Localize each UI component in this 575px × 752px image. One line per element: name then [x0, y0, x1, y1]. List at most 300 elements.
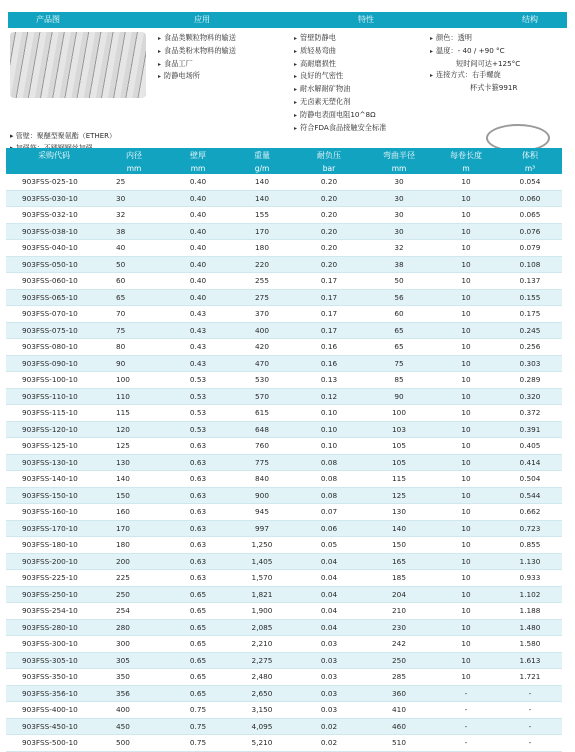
- table-row: [6, 537, 562, 554]
- table-cell: 30: [102, 190, 166, 207]
- table-cell: 903FSS-120-10: [6, 421, 102, 438]
- table-cell: 460: [364, 718, 434, 735]
- table-cell: 30: [364, 174, 434, 190]
- table-units-row: [6, 162, 562, 174]
- table-cell: 903FSS-350-10: [6, 669, 102, 686]
- table-cell: -: [498, 685, 562, 702]
- table-cell: 85: [364, 372, 434, 389]
- table-cell: 38: [364, 256, 434, 273]
- table-row: [6, 685, 562, 702]
- table-cell: 0.20: [294, 190, 364, 207]
- table-cell: 0.03: [294, 636, 364, 653]
- col-volume: 体积: [498, 148, 562, 162]
- table-cell: 10: [434, 553, 498, 570]
- table-cell: -: [434, 702, 498, 719]
- table-cell: 100: [364, 405, 434, 422]
- table-cell: 0.17: [294, 322, 364, 339]
- table-cell: 280: [102, 619, 166, 636]
- table-row: [6, 223, 562, 240]
- table-cell: 0.065: [498, 207, 562, 224]
- table-cell: 150: [102, 487, 166, 504]
- product-info-section: [8, 12, 567, 162]
- table-cell: 305: [102, 652, 166, 669]
- table-cell: 356: [102, 685, 166, 702]
- header-feature: 特性: [358, 15, 374, 24]
- table-cell: 30: [364, 223, 434, 240]
- table-cell: 0.06: [294, 520, 364, 537]
- table-cell: 0.63: [166, 570, 230, 587]
- table-cell: 170: [102, 520, 166, 537]
- table-cell: 0.02: [294, 735, 364, 752]
- application-list: [158, 32, 236, 83]
- table-cell: 0.43: [166, 339, 230, 356]
- table-cell: 10: [434, 207, 498, 224]
- table-cell: 150: [364, 537, 434, 554]
- table-cell: 80: [102, 339, 166, 356]
- table-cell: 0.75: [166, 735, 230, 752]
- feature-item: ▸ 高耐磨损性: [294, 58, 386, 71]
- table-cell: 120: [102, 421, 166, 438]
- table-cell: 10: [434, 504, 498, 521]
- table-cell: 10: [434, 339, 498, 356]
- table-cell: 250: [102, 586, 166, 603]
- table-cell: 0.20: [294, 256, 364, 273]
- info-body: [8, 28, 567, 162]
- material-wall: ▸ 管壁：聚醚型聚氨酯（ETHER）: [10, 132, 116, 140]
- table-cell: 0.53: [166, 405, 230, 422]
- table-cell: 0.054: [498, 174, 562, 190]
- table-cell: 0.40: [166, 289, 230, 306]
- table-cell: 10: [434, 438, 498, 455]
- table-cell: 130: [364, 504, 434, 521]
- table-row: [6, 388, 562, 405]
- table-cell: 530: [230, 372, 294, 389]
- table-cell: 1,405: [230, 553, 294, 570]
- table-cell: 903FSS-130-10: [6, 454, 102, 471]
- unit-bend: mm: [364, 162, 434, 174]
- table-header-row: [6, 148, 562, 162]
- table-cell: 10: [434, 355, 498, 372]
- table-cell: 0.43: [166, 355, 230, 372]
- table-row: [6, 339, 562, 356]
- table-row: [6, 570, 562, 587]
- table-cell: 0.53: [166, 421, 230, 438]
- table-cell: 903FSS-225-10: [6, 570, 102, 587]
- col-bend: 弯曲半径: [364, 148, 434, 162]
- table-cell: 903FSS-170-10: [6, 520, 102, 537]
- table-cell: 10: [434, 289, 498, 306]
- table-cell: 0.10: [294, 405, 364, 422]
- table-cell: 300: [102, 636, 166, 653]
- table-row: [6, 322, 562, 339]
- table-row: [6, 487, 562, 504]
- table-row: [6, 190, 562, 207]
- table-cell: 4,095: [230, 718, 294, 735]
- table-cell: 30: [364, 207, 434, 224]
- table-cell: 470: [230, 355, 294, 372]
- table-cell: 75: [364, 355, 434, 372]
- table-cell: 0.63: [166, 454, 230, 471]
- table-cell: 10: [434, 306, 498, 323]
- table-cell: 903FSS-090-10: [6, 355, 102, 372]
- table-row: [6, 619, 562, 636]
- table-cell: 10: [434, 669, 498, 686]
- table-row: [6, 454, 562, 471]
- table-cell: 0.04: [294, 586, 364, 603]
- table-row: [6, 289, 562, 306]
- table-row: [6, 718, 562, 735]
- table-cell: 350: [102, 669, 166, 686]
- table-cell: 10: [434, 240, 498, 257]
- application-item: ▸ 食品类粉末物料的输送: [158, 45, 236, 58]
- table-cell: 0.04: [294, 603, 364, 620]
- table-row: [6, 702, 562, 719]
- table-cell: 370: [230, 306, 294, 323]
- table-cell: 10: [434, 273, 498, 290]
- table-cell: 0.43: [166, 306, 230, 323]
- table-cell: 400: [102, 702, 166, 719]
- table-cell: 275: [230, 289, 294, 306]
- table-cell: 0.63: [166, 471, 230, 488]
- table-cell: 0.40: [166, 174, 230, 190]
- table-cell: -: [434, 718, 498, 735]
- table-cell: 0.03: [294, 652, 364, 669]
- table-cell: 0.20: [294, 174, 364, 190]
- table-cell: 0.289: [498, 372, 562, 389]
- table-cell: 903FSS-075-10: [6, 322, 102, 339]
- table-cell: 0.155: [498, 289, 562, 306]
- table-row: [6, 438, 562, 455]
- table-cell: 0.544: [498, 487, 562, 504]
- table-cell: 10: [434, 619, 498, 636]
- table-cell: 125: [102, 438, 166, 455]
- table-cell: 0.175: [498, 306, 562, 323]
- table-cell: 0.391: [498, 421, 562, 438]
- table-cell: 10: [434, 520, 498, 537]
- table-cell: 648: [230, 421, 294, 438]
- table-cell: 90: [102, 355, 166, 372]
- col-vacuum: 耐负压: [294, 148, 364, 162]
- table-cell: 903FSS-200-10: [6, 553, 102, 570]
- structure-list: [430, 32, 520, 94]
- header-structure: 结构: [522, 15, 538, 24]
- table-cell: 0.245: [498, 322, 562, 339]
- table-row: [6, 504, 562, 521]
- table-cell: 10: [434, 174, 498, 190]
- table-cell: 10: [434, 372, 498, 389]
- table-cell: 903FSS-250-10: [6, 586, 102, 603]
- table-cell: 0.414: [498, 454, 562, 471]
- table-cell: 903FSS-040-10: [6, 240, 102, 257]
- table-cell: 903FSS-070-10: [6, 306, 102, 323]
- table-cell: -: [434, 735, 498, 752]
- table-row: [6, 256, 562, 273]
- table-cell: 400: [230, 322, 294, 339]
- table-cell: 0.372: [498, 405, 562, 422]
- table-cell: 0.04: [294, 619, 364, 636]
- table-cell: 10: [434, 537, 498, 554]
- table-cell: 903FSS-500-10: [6, 735, 102, 752]
- unit-wall: mm: [166, 162, 230, 174]
- table-row: [6, 636, 562, 653]
- table-cell: 180: [230, 240, 294, 257]
- table-cell: 160: [102, 504, 166, 521]
- hose-image: [10, 32, 146, 98]
- table-cell: 0.16: [294, 355, 364, 372]
- table-cell: 115: [364, 471, 434, 488]
- table-cell: 1,570: [230, 570, 294, 587]
- table-cell: 0.63: [166, 537, 230, 554]
- structure-short-temp: 短时间可达+125°C: [456, 58, 521, 68]
- table-cell: 0.20: [294, 240, 364, 257]
- table-cell: 0.10: [294, 421, 364, 438]
- header-product: 产品图: [36, 15, 60, 24]
- table-cell: 0.75: [166, 718, 230, 735]
- table-cell: 230: [364, 619, 434, 636]
- table-cell: 510: [364, 735, 434, 752]
- table-cell: 0.65: [166, 669, 230, 686]
- table-cell: 0.08: [294, 454, 364, 471]
- table-cell: 500: [102, 735, 166, 752]
- table-cell: 903FSS-050-10: [6, 256, 102, 273]
- table-cell: 1,900: [230, 603, 294, 620]
- table-cell: 100: [102, 372, 166, 389]
- table-cell: 0.303: [498, 355, 562, 372]
- table-cell: 0.65: [166, 603, 230, 620]
- table-cell: 220: [230, 256, 294, 273]
- table-cell: 32: [102, 207, 166, 224]
- table-cell: 185: [364, 570, 434, 587]
- table-cell: 903FSS-060-10: [6, 273, 102, 290]
- table-cell: 0.63: [166, 438, 230, 455]
- table-cell: 1.721: [498, 669, 562, 686]
- table-cell: 0.137: [498, 273, 562, 290]
- table-row: [6, 355, 562, 372]
- col-weight: 重量: [230, 148, 294, 162]
- table-cell: 140: [364, 520, 434, 537]
- table-cell: 0.076: [498, 223, 562, 240]
- info-header-bar: [8, 12, 567, 28]
- table-cell: 2,650: [230, 685, 294, 702]
- table-cell: 0.320: [498, 388, 562, 405]
- table-cell: 903FSS-300-10: [6, 636, 102, 653]
- feature-item: ▸ 管壁防静电: [294, 32, 386, 45]
- table-cell: 103: [364, 421, 434, 438]
- table-cell: 2,085: [230, 619, 294, 636]
- table-cell: 10: [434, 652, 498, 669]
- table-cell: 170: [230, 223, 294, 240]
- table-cell: 0.04: [294, 570, 364, 587]
- table-cell: 50: [364, 273, 434, 290]
- table-cell: 180: [102, 537, 166, 554]
- table-cell: 0.75: [166, 702, 230, 719]
- table-cell: 903FSS-305-10: [6, 652, 102, 669]
- table-cell: 903FSS-100-10: [6, 372, 102, 389]
- table-cell: 903FSS-038-10: [6, 223, 102, 240]
- table-cell: 105: [364, 438, 434, 455]
- table-cell: 40: [102, 240, 166, 257]
- table-cell: 0.63: [166, 504, 230, 521]
- table-cell: 900: [230, 487, 294, 504]
- table-row: [6, 174, 562, 190]
- table-cell: 0.405: [498, 438, 562, 455]
- table-cell: 570: [230, 388, 294, 405]
- table-cell: 1.130: [498, 553, 562, 570]
- table-cell: 0.04: [294, 553, 364, 570]
- table-cell: 0.08: [294, 487, 364, 504]
- table-cell: 5,210: [230, 735, 294, 752]
- table-row: [6, 603, 562, 620]
- table-cell: 0.723: [498, 520, 562, 537]
- table-cell: 0.05: [294, 537, 364, 554]
- table-cell: -: [498, 702, 562, 719]
- table-cell: 360: [364, 685, 434, 702]
- table-cell: 140: [230, 190, 294, 207]
- table-cell: 130: [102, 454, 166, 471]
- table-cell: 0.933: [498, 570, 562, 587]
- table-cell: 0.53: [166, 372, 230, 389]
- table-cell: 65: [364, 339, 434, 356]
- table-cell: 10: [434, 223, 498, 240]
- table-cell: 0.03: [294, 702, 364, 719]
- table-cell: 210: [364, 603, 434, 620]
- table-cell: 0.40: [166, 190, 230, 207]
- unit-length: m: [434, 162, 498, 174]
- application-item: ▸ 食品工厂: [158, 58, 236, 71]
- table-cell: 200: [102, 553, 166, 570]
- table-cell: 450: [102, 718, 166, 735]
- table-cell: 3,150: [230, 702, 294, 719]
- table-cell: 410: [364, 702, 434, 719]
- table-cell: 10: [434, 388, 498, 405]
- table-cell: 10: [434, 471, 498, 488]
- table-cell: 65: [102, 289, 166, 306]
- table-row: [6, 669, 562, 686]
- table-row: [6, 207, 562, 224]
- table-cell: 10: [434, 487, 498, 504]
- unit-volume: m³: [498, 162, 562, 174]
- table-row: [6, 586, 562, 603]
- table-cell: 0.40: [166, 207, 230, 224]
- table-cell: 255: [230, 273, 294, 290]
- table-cell: -: [498, 718, 562, 735]
- structure-color: ▸ 颜色：透明: [430, 32, 520, 45]
- feature-list: [294, 32, 386, 134]
- table-cell: 0.20: [294, 207, 364, 224]
- table-cell: 10: [434, 586, 498, 603]
- table-cell: 903FSS-030-10: [6, 190, 102, 207]
- table-cell: 1,250: [230, 537, 294, 554]
- table-row: [6, 520, 562, 537]
- table-cell: 2,210: [230, 636, 294, 653]
- col-length: 每卷长度: [434, 148, 498, 162]
- table-cell: 50: [102, 256, 166, 273]
- table-cell: 903FSS-125-10: [6, 438, 102, 455]
- table-cell: 0.855: [498, 537, 562, 554]
- table-cell: 0.02: [294, 718, 364, 735]
- table-cell: 0.43: [166, 322, 230, 339]
- table-cell: 615: [230, 405, 294, 422]
- table-cell: 115: [102, 405, 166, 422]
- table-row: [6, 405, 562, 422]
- table-cell: 903FSS-065-10: [6, 289, 102, 306]
- table-cell: 0.65: [166, 636, 230, 653]
- table-cell: 25: [102, 174, 166, 190]
- col-code: 采购代码: [6, 148, 102, 162]
- col-wall: 壁厚: [166, 148, 230, 162]
- table-body: [6, 174, 562, 751]
- unit-code: [6, 162, 102, 174]
- table-row: [6, 553, 562, 570]
- table-cell: 10: [434, 570, 498, 587]
- table-cell: 903FSS-356-10: [6, 685, 102, 702]
- table-cell: 0.65: [166, 619, 230, 636]
- table-cell: 10: [434, 256, 498, 273]
- table-cell: 0.40: [166, 273, 230, 290]
- table-row: [6, 652, 562, 669]
- table-cell: 204: [364, 586, 434, 603]
- table-cell: 0.16: [294, 339, 364, 356]
- col-id: 内径: [102, 148, 166, 162]
- table-cell: 0.40: [166, 223, 230, 240]
- spec-table: [6, 148, 562, 752]
- table-cell: 10: [434, 603, 498, 620]
- feature-item: ▸ 质轻易弯曲: [294, 45, 386, 58]
- table-row: [6, 471, 562, 488]
- structure-connection: ▸ 连接方式：右手螺旋: [430, 69, 520, 82]
- table-cell: 903FSS-115-10: [6, 405, 102, 422]
- table-cell: 0.40: [166, 240, 230, 257]
- header-application: 应用: [194, 15, 210, 24]
- table-cell: 254: [102, 603, 166, 620]
- table-cell: 1.480: [498, 619, 562, 636]
- feature-item: ▸ 防静电表面电阻10^8Ω: [294, 109, 386, 122]
- table-cell: 0.13: [294, 372, 364, 389]
- table-cell: 140: [102, 471, 166, 488]
- table-cell: 285: [364, 669, 434, 686]
- structure-clamp: 杯式卡箍991R: [470, 83, 518, 93]
- table-cell: 0.65: [166, 685, 230, 702]
- unit-weight: g/m: [230, 162, 294, 174]
- table-cell: 903FSS-254-10: [6, 603, 102, 620]
- table-cell: 903FSS-180-10: [6, 537, 102, 554]
- table-cell: -: [434, 685, 498, 702]
- table-cell: 32: [364, 240, 434, 257]
- table-cell: 110: [102, 388, 166, 405]
- table-cell: 0.03: [294, 669, 364, 686]
- table-cell: 903FSS-140-10: [6, 471, 102, 488]
- unit-vacuum: bar: [294, 162, 364, 174]
- feature-item: ▸ 符合FDA食品接触安全标准: [294, 122, 386, 135]
- table-cell: 10: [434, 322, 498, 339]
- table-cell: 0.20: [294, 223, 364, 240]
- table-cell: 10: [434, 190, 498, 207]
- table-cell: 0.060: [498, 190, 562, 207]
- table-cell: 155: [230, 207, 294, 224]
- table-cell: 903FSS-450-10: [6, 718, 102, 735]
- table-cell: 242: [364, 636, 434, 653]
- table-cell: 903FSS-080-10: [6, 339, 102, 356]
- table-cell: 0.17: [294, 306, 364, 323]
- table-cell: 56: [364, 289, 434, 306]
- table-cell: 420: [230, 339, 294, 356]
- table-cell: 0.08: [294, 471, 364, 488]
- table-cell: 38: [102, 223, 166, 240]
- table-cell: 225: [102, 570, 166, 587]
- table-cell: 997: [230, 520, 294, 537]
- table-cell: 0.07: [294, 504, 364, 521]
- table-cell: 60: [102, 273, 166, 290]
